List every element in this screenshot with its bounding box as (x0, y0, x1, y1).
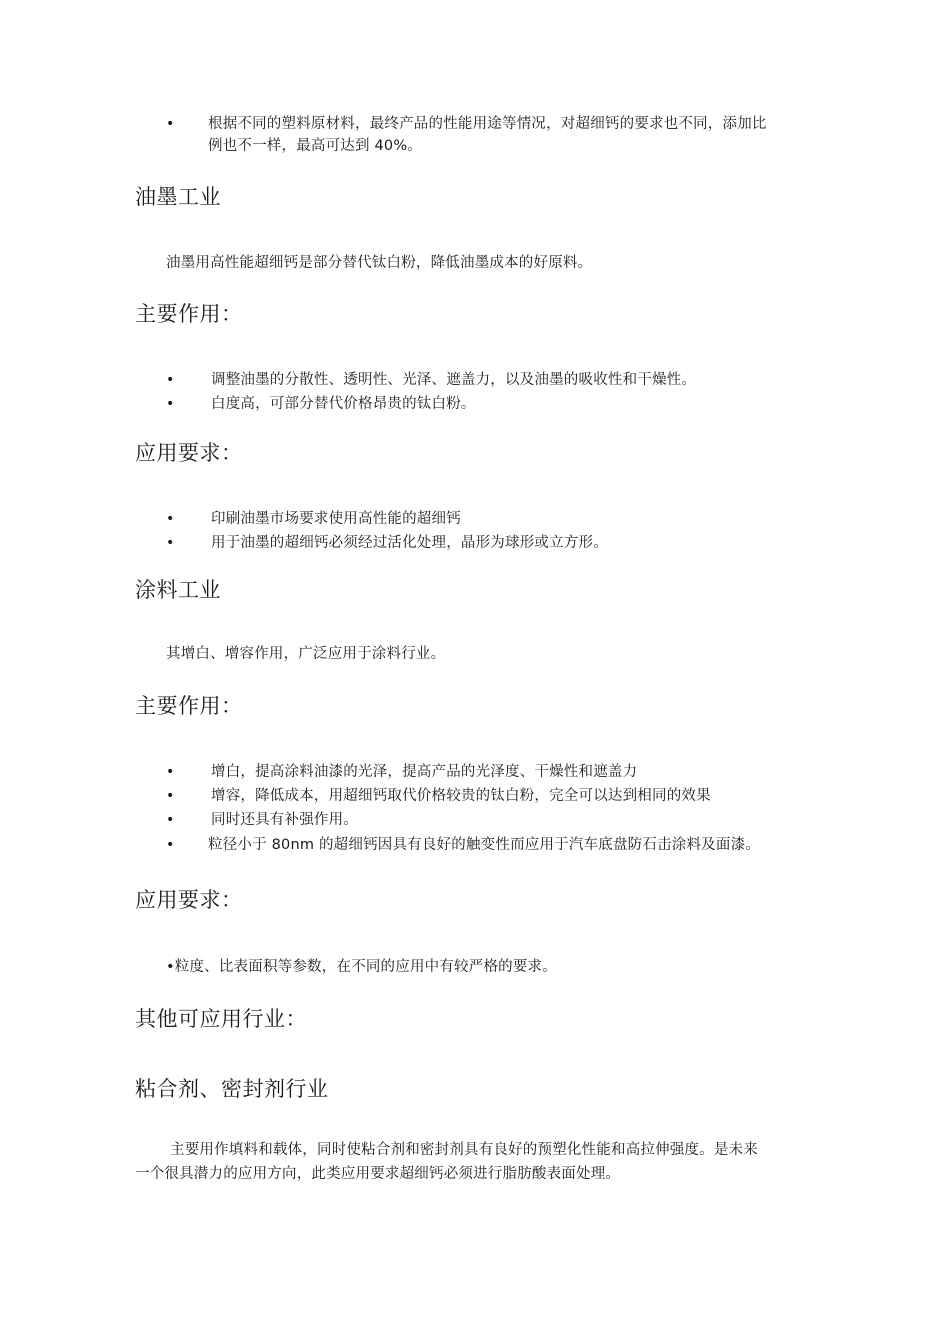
bullet-marker: • (166, 116, 175, 132)
bullet-marker: • (166, 535, 175, 551)
ink-main-item: 调整油墨的分散性、透明性、光泽、遮盖力，以及油墨的吸收性和干燥性。 (211, 372, 697, 388)
ink-requirements-heading: 应用要求： (135, 441, 243, 465)
ink-req-item: 用于油墨的超细钙必须经过活化处理，晶形为球形或立方形。 (211, 535, 608, 551)
bullet-marker: • (166, 837, 175, 853)
ink-industry-heading: 油墨工业 (135, 185, 221, 209)
paint-main-item: 增容，降低成本，用超细钙取代价格较贵的钛白粉，完全可以达到相同的效果 (211, 788, 711, 804)
ink-req-item: 印刷油墨市场要求使用高性能的超细钙 (211, 511, 461, 527)
paint-main-item: 同时还具有补强作用。 (211, 812, 358, 828)
paint-req-item: •粒度、比表面积等参数，在不同的应用中有较严格的要求。 (166, 959, 557, 975)
paint-intro: 其增白、增容作用，广泛应用于涂料行业。 (166, 646, 446, 662)
bullet-marker: • (166, 372, 175, 388)
bullet-marker: • (166, 764, 175, 780)
paint-main-item: 粒径小于 80nm 的超细钙因具有良好的触变性而应用于汽车底盘防石击涂料及面漆。 (208, 837, 760, 853)
ink-main-item: 白度高，可部分替代价格昂贵的钛白粉。 (211, 396, 476, 412)
paint-main-effects-heading: 主要作用： (135, 694, 243, 718)
ink-main-effects-heading: 主要作用： (135, 302, 243, 326)
ink-intro: 油墨用高性能超细钙是部分替代钛白粉，降低油墨成本的好原料。 (166, 255, 593, 271)
bullet-marker: • (166, 812, 175, 828)
bullet-marker: • (166, 511, 175, 527)
adhesive-paragraph-line-2: 一个很具潜力的应用方向，此类应用要求超细钙必须进行脂肪酸表面处理。 (135, 1166, 621, 1182)
other-industries-heading: 其他可应用行业： (135, 1007, 307, 1031)
paint-industry-heading: 涂料工业 (135, 578, 221, 602)
bullet-marker: • (166, 396, 175, 412)
plastics-item-line-1: 根据不同的塑料原材料，最终产品的性能用途等情况，对超细钙的要求也不同，添加比 (208, 116, 767, 132)
plastics-item-line-2: 例也不一样，最高可达到 40%。 (208, 138, 423, 154)
paint-main-item: 增白，提高涂料油漆的光泽，提高产品的光泽度、干燥性和遮盖力 (211, 764, 638, 780)
bullet-marker: • (166, 788, 175, 804)
adhesive-sealant-heading: 粘合剂、密封剂行业 (135, 1077, 329, 1101)
adhesive-paragraph-line-1: 主要用作填料和载体，同时使粘合剂和密封剂具有良好的预塑化性能和高拉伸强度。是未来 (170, 1142, 758, 1158)
paint-requirements-heading: 应用要求： (135, 888, 243, 912)
